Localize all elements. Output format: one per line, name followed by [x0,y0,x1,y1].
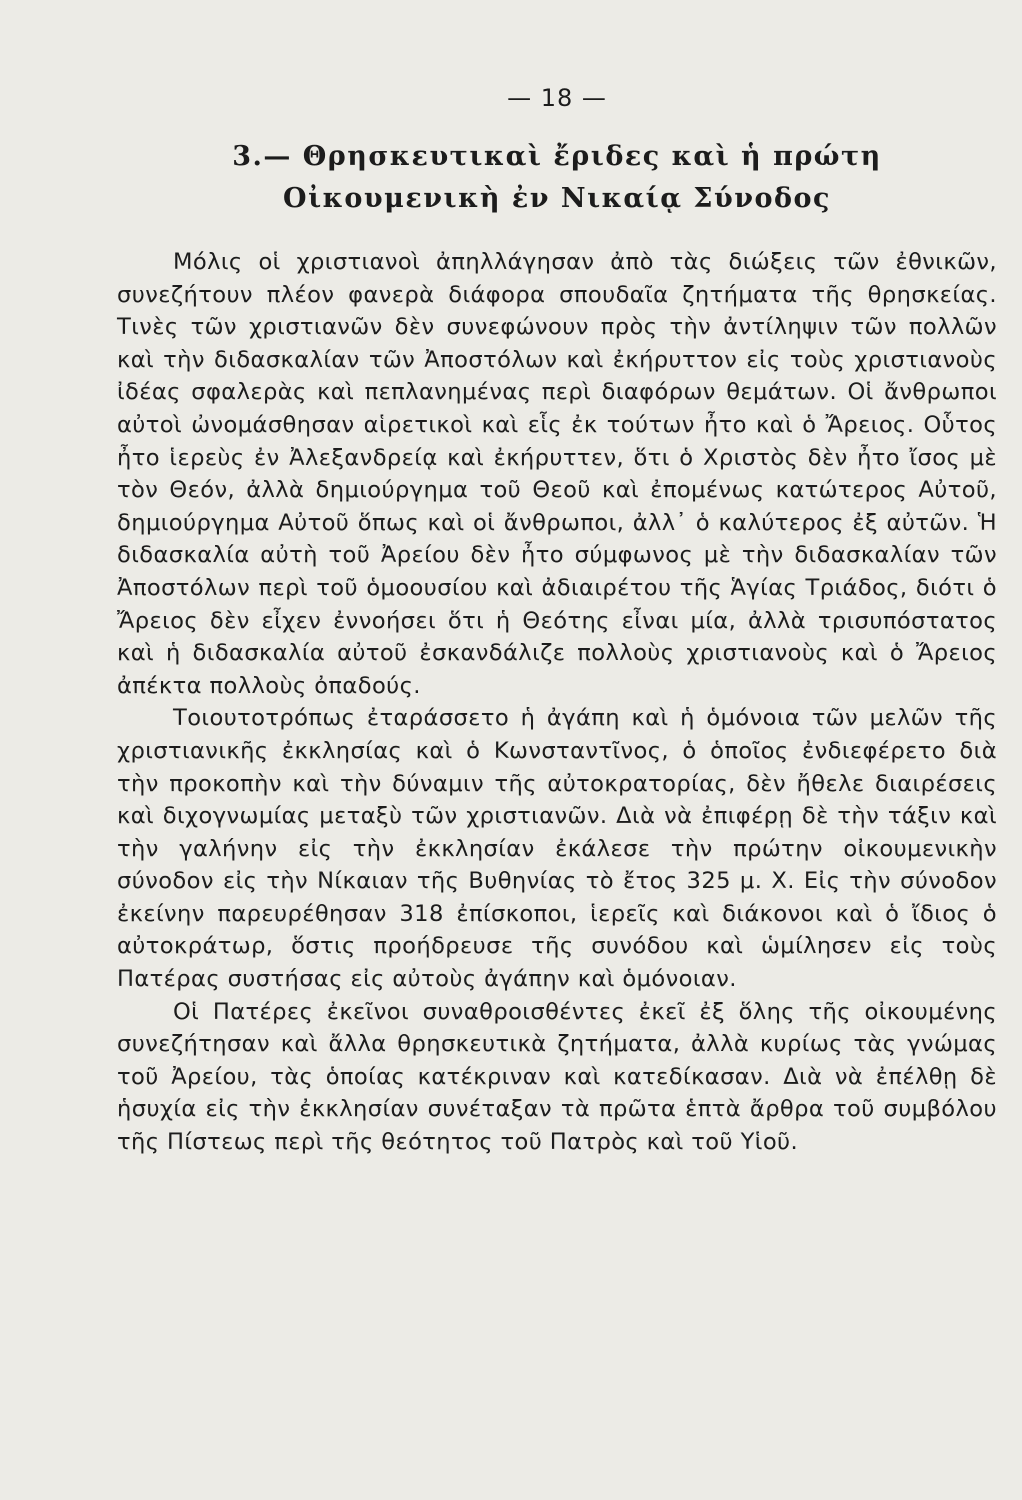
paragraph: Μόλις οἱ χριστιανοὶ ἀπηλλάγησαν ἀπὸ τὰς διώξεις τῶν ἐθνικῶν, συνεζήτουν πλέον φανερὰ διάφορα σπουδαῖα ζητήματα τῆς θρησκείας. Τινὲς τῶν χριστιανῶν δὲν συνεφώνουν πρὸς τὴν ἀντίληψιν τῶν πολλῶν καὶ τὴν διδασκαλίαν τῶν Ἀποστόλων καὶ ἐκήρυττον εἰς τοὺς χριστιανοὺς ἰδέας σφαλερὰς καὶ πεπλανημένας περὶ διαφόρων θεμάτων. Οἱ ἄνθρωποι αὐτοὶ ὠνομάσθησαν αἱρετικοὶ καὶ εἷς ἐκ τούτων ἦτο καὶ ὁ Ἄρειος. Οὗτος ἦτο ἱερεὺς ἐν Ἀλεξανδρείᾳ καὶ ἐκήρυττεν, ὅτι ὁ Χριστὸς δὲν ἦτο ἴσος μὲ τὸν Θεόν, ἀλλὰ δημιούργημα τοῦ Θεοῦ καὶ ἐπομένως κατώτερος Αὐτοῦ, δημιούργημα Αὐτοῦ ὅπως καὶ οἱ ἄνθρωποι, ἀλλ᾽ ὁ καλύτερος ἐξ αὐτῶν. Ἡ διδασκαλία αὐτὴ τοῦ Ἀρείου δὲν ἦτο σύμφωνος μὲ τὴν διδασκαλίαν τῶν Ἀποστόλων περὶ τοῦ ὁμοουσίου καὶ ἀδιαιρέτου τῆς Ἁγίας Τριάδος, διότι ὁ Ἄρειος δὲν εἶχεν ἐννοήσει ὅτι ἡ Θεότης εἶναι μία, ἀλλὰ τρισυπόστατος καὶ ἡ διδασκαλία αὐτοῦ ἐσκανδάλιζε πολλοὺς χριστιανοὺς καὶ ὁ Ἄρειος ἀπέκτα πολλοὺς ὀπαδούς. [117,249,997,699]
page-number: — 18 — [507,84,607,112]
paragraph: Οἱ Πατέρες ἐκεῖνοι συναθροισθέντες ἐκεῖ ἐξ ὅλης τῆς οἰκουμένης συνεζήτησαν καὶ ἄλλα θρησκευτικὰ ζητήματα, ἀλλὰ κυρίως τὰς γνώμας τοῦ Ἀρείου, τὰς ὁποίας κατέκριναν καὶ κατεδίκασαν. Διὰ νὰ ἐπέλθῃ δὲ ἡσυχία εἰς τὴν ἐκκλησίαν συνέταξαν τὰ πρῶτα ἑπτὰ ἄρθρα τοῦ συμβόλου τῆς Πίστεως περὶ τῆς θεότητος τοῦ Πατρὸς καὶ τοῦ Υἱοῦ. [117,998,997,1156]
paragraph: Τοιουτοτρόπως ἐταράσσετο ἡ ἀγάπη καὶ ἡ ὁμόνοια τῶν μελῶν τῆς χριστιανικῆς ἐκκλησίας καὶ ὁ Κωνσταντῖνος, ὁ ὁποῖος ἐνδιεφέρετο διὰ τὴν προκοπὴν καὶ τὴν δύναμιν τῆς αὐτοκρατορίας, δὲν ἤθελε διαιρέσεις καὶ διχογνωμίας μεταξὺ τῶν χριστιανῶν. Διὰ νὰ ἐπιφέρῃ δὲ τὴν τάξιν καὶ τὴν γαλήνην εἰς τὴν ἐκκλησίαν ἐκάλεσε τὴν πρώτην οἰκουμενικὴν σύνοδον εἰς τὴν Νίκαιαν τῆς Βυθηνίας τὸ ἔτος 325 μ. Χ. Εἰς τὴν σύνοδον ἐκείνην παρευρέθησαν 318 ἐπίσκοποι, ἱερεῖς καὶ διάκονοι καὶ ὁ ἴδιος ὁ αὐτοκράτωρ, ὅστις προήδρευσε τῆς συνόδου καὶ ὡμίλησεν εἰς τοὺς Πατέρας συστήσας εἰς αὐτοὺς ἀγάπην καὶ ὁμόνοιαν. [117,705,997,993]
body-text [117,246,997,1159]
page [117,78,997,1159]
section-heading-line-1: 3.— Θρησκευτικαὶ ἔριδες καὶ ἡ πρώτη [232,141,882,172]
section-heading-line-2: Οἰκουμενικὴ ἐν Νικαίᾳ Σύνοδος [283,183,831,214]
section-heading [117,136,997,220]
